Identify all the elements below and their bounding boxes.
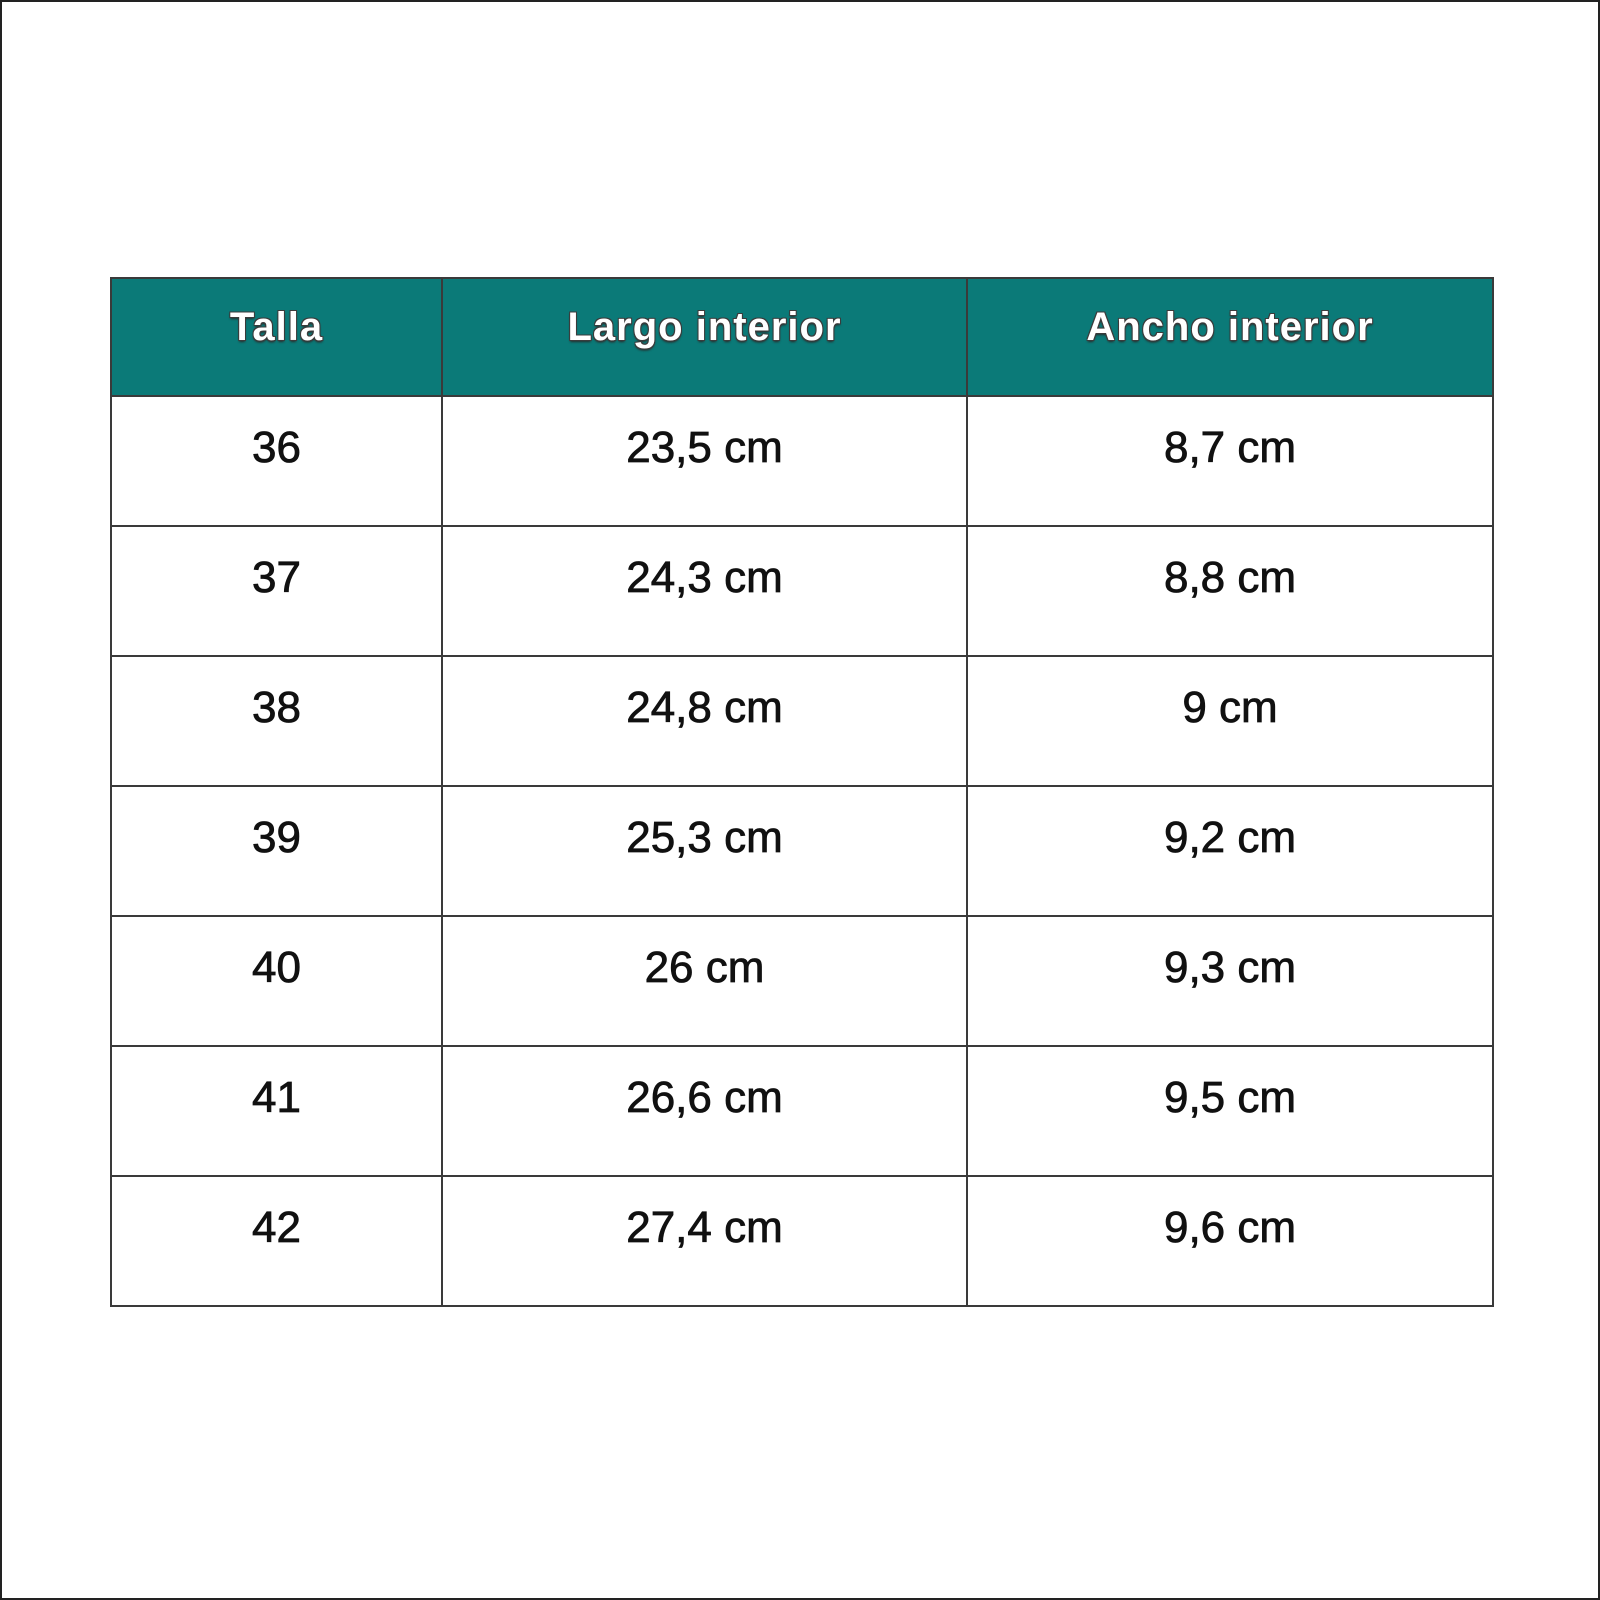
cell-talla: 37 [111,526,442,656]
table-row [111,916,1493,1046]
cell-talla: 40 [111,916,442,1046]
cell-largo: 24,3 cm [442,526,967,656]
header-ancho-interior: Ancho interior [967,278,1493,396]
cell-ancho: 9,2 cm [967,786,1493,916]
cell-ancho: 9,3 cm [967,916,1493,1046]
cell-largo: 27,4 cm [442,1176,967,1306]
cell-ancho: 9,5 cm [967,1046,1493,1176]
cell-talla: 39 [111,786,442,916]
table-body [111,396,1493,1306]
cell-talla: 36 [111,396,442,526]
size-chart-table [110,277,1494,1307]
cell-largo: 24,8 cm [442,656,967,786]
header-talla: Talla [111,278,442,396]
header-largo-interior: Largo interior [442,278,967,396]
cell-talla: 38 [111,656,442,786]
cell-ancho: 8,8 cm [967,526,1493,656]
cell-ancho: 9,6 cm [967,1176,1493,1306]
cell-largo: 26,6 cm [442,1046,967,1176]
table-row [111,1046,1493,1176]
table-header [111,278,1493,396]
cell-talla: 42 [111,1176,442,1306]
cell-ancho: 8,7 cm [967,396,1493,526]
table-row [111,526,1493,656]
table-row [111,656,1493,786]
table-row [111,396,1493,526]
table-row [111,786,1493,916]
table-row [111,1176,1493,1306]
cell-largo: 26 cm [442,916,967,1046]
cell-largo: 23,5 cm [442,396,967,526]
cell-talla: 41 [111,1046,442,1176]
cell-largo: 25,3 cm [442,786,967,916]
header-row [111,278,1493,396]
cell-ancho: 9 cm [967,656,1493,786]
